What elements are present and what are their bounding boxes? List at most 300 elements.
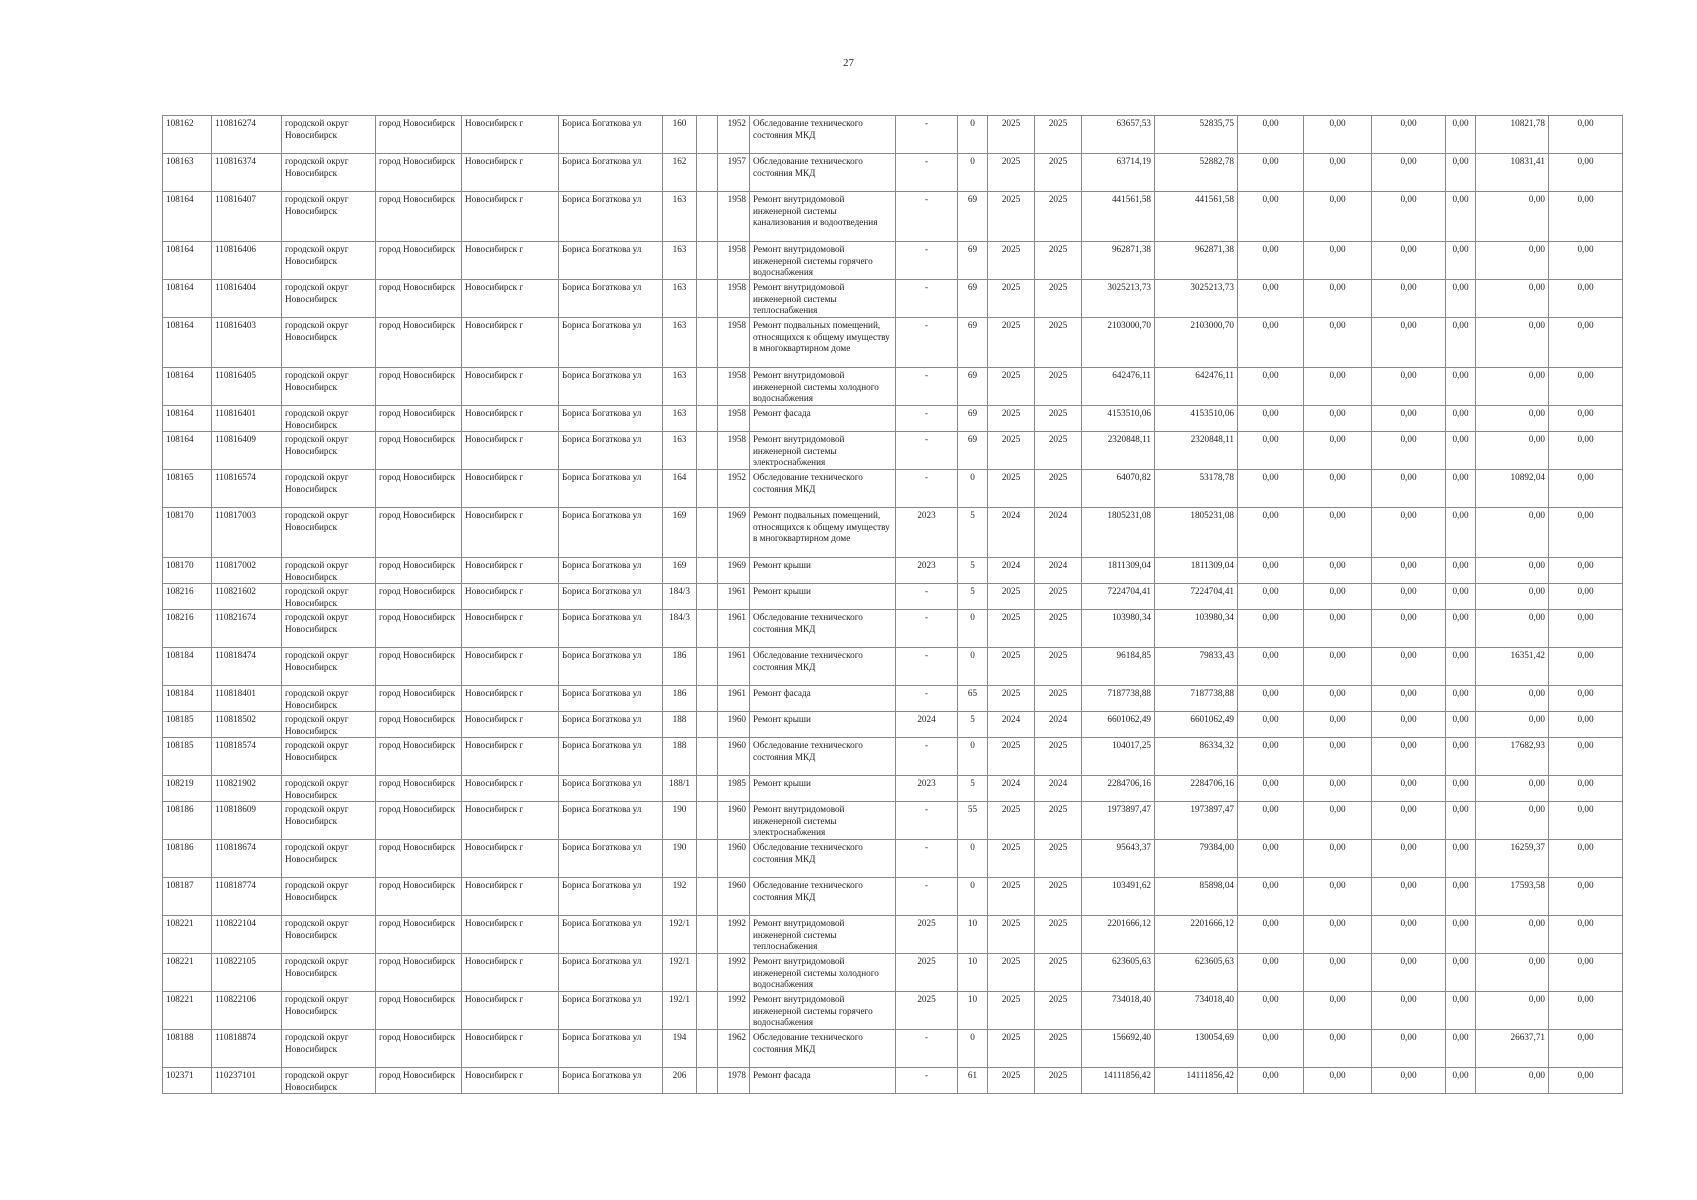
id-cell: 108184 <box>163 686 212 712</box>
house-cell: 190 <box>663 840 697 878</box>
table-row <box>163 242 1623 280</box>
budget4-cell: 0,00 <box>1446 406 1476 432</box>
start-year-cell: 2025 <box>988 280 1035 318</box>
budget3-cell: 0,00 <box>1372 558 1446 584</box>
building-cell <box>697 878 718 916</box>
district-cell: городской округ Новосибирск <box>282 470 376 508</box>
end-year-cell: 2025 <box>1035 686 1082 712</box>
budget4-cell: 0,00 <box>1446 470 1476 508</box>
house-cell: 184/3 <box>663 584 697 610</box>
budget1-cell: 0,00 <box>1238 280 1304 318</box>
work-type-cell: Обследование технического состояния МКД <box>750 116 896 154</box>
city-cell: Новосибирск г <box>462 712 559 738</box>
budget1-cell: 0,00 <box>1238 584 1304 610</box>
year-built-cell: 1961 <box>718 610 750 648</box>
wear-cell: 69 <box>958 280 988 318</box>
id-cell: 108221 <box>163 954 212 992</box>
district-cell: городской округ Новосибирск <box>282 192 376 242</box>
id-cell: 108186 <box>163 802 212 840</box>
budget2-cell: 0,00 <box>1304 1068 1372 1094</box>
street-cell: Бориса Богаткова ул <box>559 712 663 738</box>
start-year-cell: 2025 <box>988 116 1035 154</box>
code-cell: 110818874 <box>212 1030 282 1068</box>
plan-year-cell: - <box>896 610 958 648</box>
fund-cost-cell: 734018,40 <box>1155 992 1238 1030</box>
other-cost-cell: 26637,71 <box>1476 1030 1549 1068</box>
total-cost-cell: 2103000,70 <box>1082 318 1155 368</box>
start-year-cell: 2025 <box>988 318 1035 368</box>
extra-cost-cell: 0,00 <box>1549 116 1623 154</box>
street-cell: Бориса Богаткова ул <box>559 318 663 368</box>
street-cell: Бориса Богаткова ул <box>559 916 663 954</box>
total-cost-cell: 7224704,41 <box>1082 584 1155 610</box>
budget3-cell: 0,00 <box>1372 776 1446 802</box>
budget3-cell: 0,00 <box>1372 508 1446 558</box>
fund-cost-cell: 7224704,41 <box>1155 584 1238 610</box>
work-type-cell: Обследование технического состояния МКД <box>750 1030 896 1068</box>
settlement-cell: город Новосибирск <box>376 154 462 192</box>
district-cell: городской округ Новосибирск <box>282 1068 376 1094</box>
other-cost-cell: 0,00 <box>1476 802 1549 840</box>
wear-cell: 61 <box>958 1068 988 1094</box>
house-cell: 188 <box>663 712 697 738</box>
total-cost-cell: 63714,19 <box>1082 154 1155 192</box>
year-built-cell: 1960 <box>718 738 750 776</box>
extra-cost-cell: 0,00 <box>1549 584 1623 610</box>
district-cell: городской округ Новосибирск <box>282 992 376 1030</box>
work-type-cell: Ремонт внутридомовой инженерной системы горячего водоснабжения <box>750 242 896 280</box>
plan-year-cell: - <box>896 878 958 916</box>
year-built-cell: 1961 <box>718 686 750 712</box>
table-row <box>163 686 1623 712</box>
plan-year-cell: - <box>896 1030 958 1068</box>
table-row <box>163 116 1623 154</box>
budget1-cell: 0,00 <box>1238 738 1304 776</box>
year-built-cell: 1952 <box>718 116 750 154</box>
plan-year-cell: - <box>896 470 958 508</box>
extra-cost-cell: 0,00 <box>1549 686 1623 712</box>
work-type-cell: Ремонт подвальных помещений, относящихся к общему имуществу в многоквартирном доме <box>750 318 896 368</box>
house-cell: 163 <box>663 192 697 242</box>
total-cost-cell: 642476,11 <box>1082 368 1155 406</box>
start-year-cell: 2025 <box>988 470 1035 508</box>
table-body <box>163 116 1623 1094</box>
wear-cell: 0 <box>958 878 988 916</box>
city-cell: Новосибирск г <box>462 776 559 802</box>
budget3-cell: 0,00 <box>1372 738 1446 776</box>
end-year-cell: 2025 <box>1035 406 1082 432</box>
building-cell <box>697 406 718 432</box>
budget4-cell: 0,00 <box>1446 992 1476 1030</box>
start-year-cell: 2025 <box>988 802 1035 840</box>
house-cell: 163 <box>663 280 697 318</box>
district-cell: городской округ Новосибирск <box>282 648 376 686</box>
work-type-cell: Ремонт внутридомовой инженерной системы теплоснабжения <box>750 916 896 954</box>
work-type-cell: Ремонт внутридомовой инженерной системы электроснабжения <box>750 802 896 840</box>
budget3-cell: 0,00 <box>1372 368 1446 406</box>
settlement-cell: город Новосибирск <box>376 1030 462 1068</box>
wear-cell: 10 <box>958 916 988 954</box>
id-cell: 108163 <box>163 154 212 192</box>
end-year-cell: 2025 <box>1035 738 1082 776</box>
other-cost-cell: 17682,93 <box>1476 738 1549 776</box>
house-cell: 160 <box>663 116 697 154</box>
plan-year-cell: - <box>896 648 958 686</box>
budget4-cell: 0,00 <box>1446 280 1476 318</box>
wear-cell: 5 <box>958 508 988 558</box>
building-cell <box>697 192 718 242</box>
street-cell: Бориса Богаткова ул <box>559 954 663 992</box>
plan-year-cell: 2025 <box>896 992 958 1030</box>
district-cell: городской округ Новосибирск <box>282 802 376 840</box>
id-cell: 108185 <box>163 712 212 738</box>
other-cost-cell: 10892,04 <box>1476 470 1549 508</box>
wear-cell: 5 <box>958 558 988 584</box>
wear-cell: 69 <box>958 432 988 470</box>
city-cell: Новосибирск г <box>462 954 559 992</box>
budget3-cell: 0,00 <box>1372 916 1446 954</box>
table-row <box>163 1068 1623 1094</box>
plan-year-cell: 2023 <box>896 508 958 558</box>
end-year-cell: 2025 <box>1035 470 1082 508</box>
extra-cost-cell: 0,00 <box>1549 318 1623 368</box>
year-built-cell: 1985 <box>718 776 750 802</box>
work-type-cell: Ремонт внутридомовой инженерной системы холодного водоснабжения <box>750 368 896 406</box>
district-cell: городской округ Новосибирск <box>282 610 376 648</box>
year-built-cell: 1958 <box>718 280 750 318</box>
work-type-cell: Обследование технического состояния МКД <box>750 154 896 192</box>
fund-cost-cell: 14111856,42 <box>1155 1068 1238 1094</box>
wear-cell: 10 <box>958 992 988 1030</box>
year-built-cell: 1952 <box>718 470 750 508</box>
other-cost-cell: 16259,37 <box>1476 840 1549 878</box>
id-cell: 108164 <box>163 242 212 280</box>
year-built-cell: 1969 <box>718 508 750 558</box>
building-cell <box>697 992 718 1030</box>
id-cell: 108165 <box>163 470 212 508</box>
budget4-cell: 0,00 <box>1446 840 1476 878</box>
budget1-cell: 0,00 <box>1238 242 1304 280</box>
district-cell: городской округ Новосибирск <box>282 280 376 318</box>
table-row <box>163 368 1623 406</box>
budget4-cell: 0,00 <box>1446 154 1476 192</box>
extra-cost-cell: 0,00 <box>1549 558 1623 584</box>
wear-cell: 65 <box>958 686 988 712</box>
budget1-cell: 0,00 <box>1238 470 1304 508</box>
end-year-cell: 2025 <box>1035 648 1082 686</box>
end-year-cell: 2025 <box>1035 242 1082 280</box>
work-type-cell: Ремонт внутридомовой инженерной системы холодного водоснабжения <box>750 954 896 992</box>
budget3-cell: 0,00 <box>1372 1030 1446 1068</box>
budget4-cell: 0,00 <box>1446 686 1476 712</box>
table-row <box>163 154 1623 192</box>
house-cell: 192 <box>663 878 697 916</box>
code-cell: 110821602 <box>212 584 282 610</box>
other-cost-cell: 0,00 <box>1476 610 1549 648</box>
street-cell: Бориса Богаткова ул <box>559 242 663 280</box>
end-year-cell: 2025 <box>1035 584 1082 610</box>
year-built-cell: 1960 <box>718 802 750 840</box>
settlement-cell: город Новосибирск <box>376 738 462 776</box>
code-cell: 110816374 <box>212 154 282 192</box>
plan-year-cell: - <box>896 802 958 840</box>
other-cost-cell: 0,00 <box>1476 508 1549 558</box>
other-cost-cell: 0,00 <box>1476 712 1549 738</box>
street-cell: Бориса Богаткова ул <box>559 406 663 432</box>
start-year-cell: 2024 <box>988 558 1035 584</box>
plan-year-cell: 2023 <box>896 558 958 584</box>
id-cell: 108164 <box>163 406 212 432</box>
building-cell <box>697 318 718 368</box>
building-cell <box>697 584 718 610</box>
wear-cell: 55 <box>958 802 988 840</box>
city-cell: Новосибирск г <box>462 686 559 712</box>
end-year-cell: 2024 <box>1035 776 1082 802</box>
house-cell: 192/1 <box>663 992 697 1030</box>
fund-cost-cell: 623605,63 <box>1155 954 1238 992</box>
building-cell <box>697 776 718 802</box>
plan-year-cell: - <box>896 432 958 470</box>
total-cost-cell: 104017,25 <box>1082 738 1155 776</box>
total-cost-cell: 4153510,06 <box>1082 406 1155 432</box>
house-cell: 162 <box>663 154 697 192</box>
house-cell: 192/1 <box>663 954 697 992</box>
settlement-cell: город Новосибирск <box>376 686 462 712</box>
plan-year-cell: - <box>896 280 958 318</box>
house-cell: 206 <box>663 1068 697 1094</box>
total-cost-cell: 1805231,08 <box>1082 508 1155 558</box>
budget2-cell: 0,00 <box>1304 840 1372 878</box>
start-year-cell: 2025 <box>988 406 1035 432</box>
plan-year-cell: 2025 <box>896 954 958 992</box>
total-cost-cell: 63657,53 <box>1082 116 1155 154</box>
budget2-cell: 0,00 <box>1304 470 1372 508</box>
total-cost-cell: 1811309,04 <box>1082 558 1155 584</box>
city-cell: Новосибирск г <box>462 432 559 470</box>
start-year-cell: 2025 <box>988 992 1035 1030</box>
table-row <box>163 648 1623 686</box>
table-row <box>163 192 1623 242</box>
budget1-cell: 0,00 <box>1238 878 1304 916</box>
district-cell: городской округ Новосибирск <box>282 432 376 470</box>
budget2-cell: 0,00 <box>1304 738 1372 776</box>
building-cell <box>697 280 718 318</box>
work-type-cell: Ремонт крыши <box>750 712 896 738</box>
city-cell: Новосибирск г <box>462 406 559 432</box>
start-year-cell: 2025 <box>988 738 1035 776</box>
budget4-cell: 0,00 <box>1446 584 1476 610</box>
budget2-cell: 0,00 <box>1304 368 1372 406</box>
extra-cost-cell: 0,00 <box>1549 1068 1623 1094</box>
city-cell: Новосибирск г <box>462 470 559 508</box>
street-cell: Бориса Богаткова ул <box>559 1068 663 1094</box>
work-type-cell: Ремонт внутридомовой инженерной системы электроснабжения <box>750 432 896 470</box>
street-cell: Бориса Богаткова ул <box>559 116 663 154</box>
id-cell: 108164 <box>163 280 212 318</box>
plan-year-cell: - <box>896 406 958 432</box>
street-cell: Бориса Богаткова ул <box>559 508 663 558</box>
building-cell <box>697 802 718 840</box>
start-year-cell: 2025 <box>988 916 1035 954</box>
street-cell: Бориса Богаткова ул <box>559 368 663 406</box>
budget4-cell: 0,00 <box>1446 432 1476 470</box>
fund-cost-cell: 441561,58 <box>1155 192 1238 242</box>
extra-cost-cell: 0,00 <box>1549 368 1623 406</box>
house-cell: 190 <box>663 802 697 840</box>
id-cell: 108221 <box>163 992 212 1030</box>
id-cell: 108219 <box>163 776 212 802</box>
street-cell: Бориса Богаткова ул <box>559 802 663 840</box>
budget2-cell: 0,00 <box>1304 916 1372 954</box>
extra-cost-cell: 0,00 <box>1549 802 1623 840</box>
fund-cost-cell: 642476,11 <box>1155 368 1238 406</box>
other-cost-cell: 0,00 <box>1476 1068 1549 1094</box>
city-cell: Новосибирск г <box>462 508 559 558</box>
budget2-cell: 0,00 <box>1304 878 1372 916</box>
start-year-cell: 2024 <box>988 712 1035 738</box>
settlement-cell: город Новосибирск <box>376 116 462 154</box>
table-row <box>163 738 1623 776</box>
table-row <box>163 406 1623 432</box>
plan-year-cell: - <box>896 1068 958 1094</box>
building-cell <box>697 686 718 712</box>
budget1-cell: 0,00 <box>1238 712 1304 738</box>
budget1-cell: 0,00 <box>1238 368 1304 406</box>
building-cell <box>697 368 718 406</box>
table-row <box>163 470 1623 508</box>
total-cost-cell: 14111856,42 <box>1082 1068 1155 1094</box>
total-cost-cell: 2320848,11 <box>1082 432 1155 470</box>
work-type-cell: Обследование технического состояния МКД <box>750 610 896 648</box>
year-built-cell: 1961 <box>718 584 750 610</box>
code-cell: 110818574 <box>212 738 282 776</box>
start-year-cell: 2025 <box>988 840 1035 878</box>
house-cell: 163 <box>663 406 697 432</box>
plan-year-cell: - <box>896 242 958 280</box>
code-cell: 110821674 <box>212 610 282 648</box>
total-cost-cell: 962871,38 <box>1082 242 1155 280</box>
city-cell: Новосибирск г <box>462 1068 559 1094</box>
table-row <box>163 558 1623 584</box>
budget2-cell: 0,00 <box>1304 558 1372 584</box>
table-row <box>163 432 1623 470</box>
year-built-cell: 1958 <box>718 406 750 432</box>
building-cell <box>697 916 718 954</box>
budget4-cell: 0,00 <box>1446 116 1476 154</box>
settlement-cell: город Новосибирск <box>376 558 462 584</box>
code-cell: 110817003 <box>212 508 282 558</box>
budget2-cell: 0,00 <box>1304 584 1372 610</box>
end-year-cell: 2025 <box>1035 610 1082 648</box>
total-cost-cell: 623605,63 <box>1082 954 1155 992</box>
budget1-cell: 0,00 <box>1238 432 1304 470</box>
street-cell: Бориса Богаткова ул <box>559 648 663 686</box>
other-cost-cell: 0,00 <box>1476 916 1549 954</box>
total-cost-cell: 2284706,16 <box>1082 776 1155 802</box>
plan-year-cell: - <box>896 686 958 712</box>
budget4-cell: 0,00 <box>1446 954 1476 992</box>
budget1-cell: 0,00 <box>1238 508 1304 558</box>
plan-year-cell: - <box>896 368 958 406</box>
total-cost-cell: 96184,85 <box>1082 648 1155 686</box>
year-built-cell: 1969 <box>718 558 750 584</box>
table-row <box>163 878 1623 916</box>
street-cell: Бориса Богаткова ул <box>559 470 663 508</box>
work-type-cell: Ремонт крыши <box>750 584 896 610</box>
extra-cost-cell: 0,00 <box>1549 992 1623 1030</box>
code-cell: 110818774 <box>212 878 282 916</box>
table-row <box>163 802 1623 840</box>
id-cell: 102371 <box>163 1068 212 1094</box>
id-cell: 108170 <box>163 508 212 558</box>
city-cell: Новосибирск г <box>462 802 559 840</box>
code-cell: 110816401 <box>212 406 282 432</box>
budget2-cell: 0,00 <box>1304 776 1372 802</box>
settlement-cell: город Новосибирск <box>376 318 462 368</box>
fund-cost-cell: 1973897,47 <box>1155 802 1238 840</box>
other-cost-cell: 0,00 <box>1476 686 1549 712</box>
start-year-cell: 2025 <box>988 154 1035 192</box>
budget3-cell: 0,00 <box>1372 116 1446 154</box>
wear-cell: 10 <box>958 954 988 992</box>
other-cost-cell: 0,00 <box>1476 280 1549 318</box>
code-cell: 110816274 <box>212 116 282 154</box>
wear-cell: 5 <box>958 584 988 610</box>
fund-cost-cell: 4153510,06 <box>1155 406 1238 432</box>
house-cell: 194 <box>663 1030 697 1068</box>
budget1-cell: 0,00 <box>1238 1030 1304 1068</box>
budget3-cell: 0,00 <box>1372 686 1446 712</box>
table-row <box>163 712 1623 738</box>
city-cell: Новосибирск г <box>462 584 559 610</box>
budget3-cell: 0,00 <box>1372 584 1446 610</box>
year-built-cell: 1960 <box>718 840 750 878</box>
year-built-cell: 1960 <box>718 712 750 738</box>
city-cell: Новосибирск г <box>462 738 559 776</box>
plan-year-cell: - <box>896 192 958 242</box>
year-built-cell: 1960 <box>718 878 750 916</box>
building-cell <box>697 840 718 878</box>
building-cell <box>697 558 718 584</box>
budget1-cell: 0,00 <box>1238 992 1304 1030</box>
city-cell: Новосибирск г <box>462 916 559 954</box>
budget3-cell: 0,00 <box>1372 318 1446 368</box>
extra-cost-cell: 0,00 <box>1549 406 1623 432</box>
start-year-cell: 2025 <box>988 878 1035 916</box>
other-cost-cell: 17593,58 <box>1476 878 1549 916</box>
end-year-cell: 2025 <box>1035 1030 1082 1068</box>
start-year-cell: 2025 <box>988 584 1035 610</box>
budget4-cell: 0,00 <box>1446 712 1476 738</box>
fund-cost-cell: 7187738,88 <box>1155 686 1238 712</box>
extra-cost-cell: 0,00 <box>1549 280 1623 318</box>
budget2-cell: 0,00 <box>1304 242 1372 280</box>
budget2-cell: 0,00 <box>1304 154 1372 192</box>
total-cost-cell: 6601062,49 <box>1082 712 1155 738</box>
year-built-cell: 1961 <box>718 648 750 686</box>
fund-cost-cell: 962871,38 <box>1155 242 1238 280</box>
street-cell: Бориса Богаткова ул <box>559 878 663 916</box>
total-cost-cell: 103980,34 <box>1082 610 1155 648</box>
total-cost-cell: 3025213,73 <box>1082 280 1155 318</box>
code-cell: 110818474 <box>212 648 282 686</box>
city-cell: Новосибирск г <box>462 242 559 280</box>
wear-cell: 69 <box>958 406 988 432</box>
fund-cost-cell: 2201666,12 <box>1155 916 1238 954</box>
settlement-cell: город Новосибирск <box>376 954 462 992</box>
end-year-cell: 2025 <box>1035 368 1082 406</box>
id-cell: 108164 <box>163 432 212 470</box>
